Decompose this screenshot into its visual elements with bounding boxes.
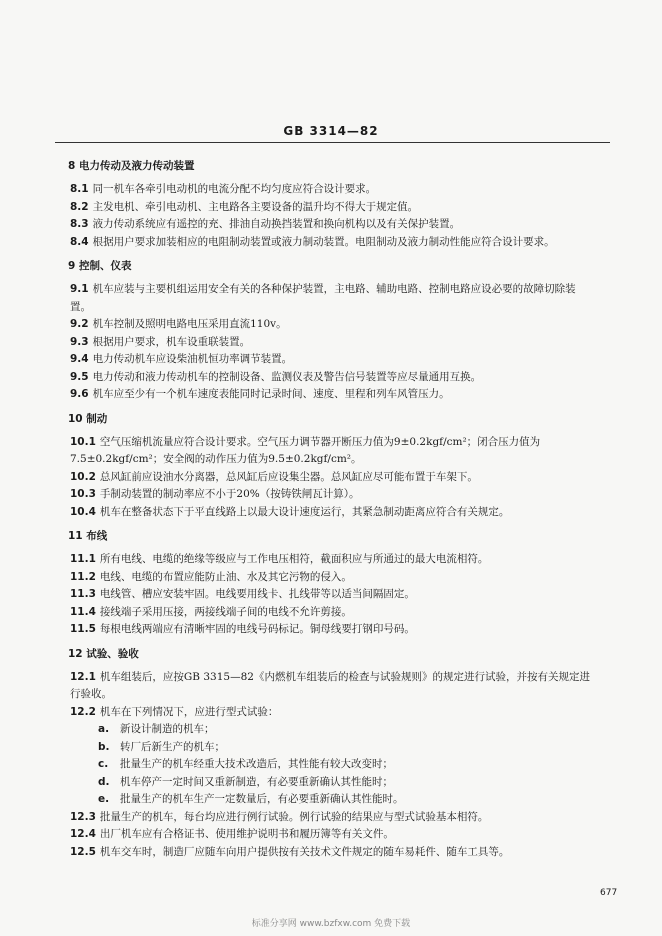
clause [70, 234, 590, 252]
clause-number: 8.1 [70, 183, 89, 195]
clause [70, 181, 590, 199]
clause-number: 12.4 [70, 828, 96, 840]
clause [70, 569, 590, 587]
sub-clause [70, 756, 590, 774]
sub-clause [70, 774, 590, 792]
clause [70, 586, 590, 604]
clause-number: 10.1 [70, 435, 96, 448]
clause [70, 704, 590, 722]
sub-clause-letter: c. [98, 758, 109, 770]
clause-text: 出厂机车应有合格证书、使用维护说明书和履历簿等有关文件。 [99, 828, 394, 840]
clause-number: 12.3 [70, 810, 96, 823]
clause-text: 电线、电缆的布置应能防止油、水及其它污物的侵入。 [99, 570, 352, 583]
clause-text: 电力传动机车应设柴油机恒功率调节装置。 [92, 353, 293, 365]
clause-text: 电线管、槽应安装牢固。电线要用线卡、扎线带等以适当间隔固定。 [99, 588, 415, 600]
clause [70, 844, 590, 862]
clause-number: 9.1 [70, 283, 89, 295]
sub-clause-letter: d. [98, 775, 110, 788]
clause-text: 机车组装后，应按GB 3315—82《内燃机车组装后的检查与试验规则》的规定进行试验，并按有关规定进行验收。 [70, 670, 590, 700]
section-title: 9 控制、仪表 [68, 260, 132, 272]
sub-clause-text: 批量生产的机车生产一定数量后，有必要重新确认其性能时。 [120, 793, 404, 805]
clause [70, 369, 590, 387]
sub-clause-letter: e. [98, 793, 110, 805]
clause-text: 机车控制及照明电路电压采用直流110v。 [92, 318, 287, 330]
section-title: 8 电力传动及液力传动装置 [68, 160, 195, 172]
clause-text: 机车交车时，制造厂应随车向用户提供按有关技术文件规定的随车易耗件、随车工具等。 [99, 845, 510, 858]
sub-clause [70, 791, 590, 809]
clause [70, 469, 590, 487]
header-rule [55, 142, 610, 143]
sub-clause [70, 721, 590, 739]
clause-number: 11.1 [70, 553, 96, 565]
clause-text: 机车应装与主要机组运用安全有关的各种保护装置，主电路、辅助电路、控制电路应设必要的故障切除装置。 [70, 283, 576, 313]
clause-text: 批量生产的机车，每台均应进行例行试验。例行试验的结果应与型式试验基本相符。 [99, 810, 489, 823]
clause [70, 826, 590, 844]
section [70, 411, 590, 522]
clause-text: 所有电线、电缆的绝缘等级应与工作电压相符，截面积应与所通过的最大电流相符。 [99, 553, 489, 565]
clause [70, 504, 590, 522]
clause [70, 351, 590, 369]
clause-text: 机车在下列情况下，应进行型式试验： [99, 705, 279, 718]
clause-text: 主发电机、牵引电动机、主电路各主要设备的温升均不得大于规定值。 [92, 200, 419, 213]
clause-number: 12.1 [70, 670, 96, 683]
clause [70, 316, 590, 334]
clause-text: 总风缸前应设油水分离器，总风缸后应设集尘器。总风缸应尽可能布置于车架下。 [99, 470, 478, 483]
clause-text: 空气压缩机流量应符合设计要求。空气压力调节器开断压力值为9±0.2kgf/cm²；闭合压力值为7.5±0.2kgf/cm²；安全阀的动作压力值为9.5±0.2kgf/cm²。 [70, 435, 541, 465]
clause-number: 8.2 [70, 200, 89, 213]
clause [70, 669, 590, 704]
clause-number: 11.2 [70, 570, 96, 583]
clause-text: 液力传动系统应有遥控的充、排油自动换挡装置和换向机构以及有关保护装置。 [92, 218, 461, 230]
sub-clause-text: 转厂后新生产的机车； [120, 740, 225, 753]
clause-number: 10.4 [70, 505, 96, 518]
clause [70, 199, 590, 217]
clause [70, 551, 590, 569]
clause-text: 同一机车各牵引电动机的电流分配不均匀度应符合设计要求。 [92, 183, 377, 195]
clause-number: 10.2 [70, 470, 96, 483]
clause-number: 12.5 [70, 845, 96, 858]
page-number: 677 [600, 888, 618, 898]
clause-number: 9.2 [70, 318, 89, 330]
clause-number: 9.4 [70, 353, 89, 365]
clause-text: 机车在整备状态下于平直线路上以最大设计速度运行，其紧急制动距离应符合有关规定。 [99, 505, 510, 518]
clause [70, 334, 590, 352]
clause [70, 386, 590, 404]
sub-clause-letter: b. [98, 740, 110, 753]
clause [70, 621, 590, 639]
clause [70, 604, 590, 622]
clause-number: 10.3 [70, 488, 96, 500]
section-title: 12 试验、验收 [68, 647, 139, 660]
clause-number: 9.3 [70, 335, 89, 348]
section [70, 528, 590, 639]
clause [70, 216, 590, 234]
clause [70, 281, 590, 316]
clause-text: 机车应至少有一个机车速度表能同时记录时间、速度、里程和列车风管压力。 [92, 388, 450, 400]
clause [70, 486, 590, 504]
clause-number: 9.5 [70, 370, 89, 383]
clause-number: 11.3 [70, 588, 96, 600]
section-title: 10 制动 [68, 412, 108, 425]
clause-number: 12.2 [70, 705, 96, 718]
clause-text: 电力传动和液力传动机车的控制设备、监测仪表及警告信号装置等应尽量通用互换。 [92, 370, 482, 383]
sub-clause-letter: a. [98, 723, 110, 735]
section-title: 11 布线 [68, 530, 108, 542]
clause [70, 434, 590, 469]
watermark-text: 标准分享网 www.bzfxw.com 免费下载 [251, 919, 411, 929]
standard-code-header: GB 3314—82 [283, 124, 379, 138]
clause-number: 11.5 [70, 623, 96, 635]
section [70, 646, 590, 862]
clause [70, 809, 590, 827]
clause-number: 8.3 [70, 218, 89, 230]
sub-clause-text: 机车停产一定时间又重新制造，有必要重新确认其性能时； [120, 775, 393, 788]
clause-text: 根据用户要求，机车设重联装置。 [92, 335, 251, 348]
sub-clause-text: 批量生产的机车经重大技术改造后，其性能有较大改变时； [120, 758, 393, 770]
clause-text: 根据用户要求加装相应的电阻制动装置或液力制动装置。电阻制动及液力制动性能应符合设计要求。 [92, 235, 555, 248]
clause-text: 接线端子采用压接，两接线端子间的电线不允许剪接。 [99, 605, 352, 618]
sub-clause-text: 新设计制造的机车； [120, 723, 215, 735]
clause-number: 11.4 [70, 605, 96, 618]
section [70, 258, 590, 404]
clause-number: 9.6 [70, 388, 89, 400]
section [70, 158, 590, 251]
document-body [70, 158, 590, 868]
sub-clause [70, 739, 590, 757]
clause-text: 手制动装置的制动率应不小于20%（按铸铁闸瓦计算）。 [99, 488, 360, 500]
clause-text: 每根电线两端应有清晰牢固的电线号码标记。铜母线要打钢印号码。 [99, 623, 415, 635]
clause-number: 8.4 [70, 235, 89, 248]
